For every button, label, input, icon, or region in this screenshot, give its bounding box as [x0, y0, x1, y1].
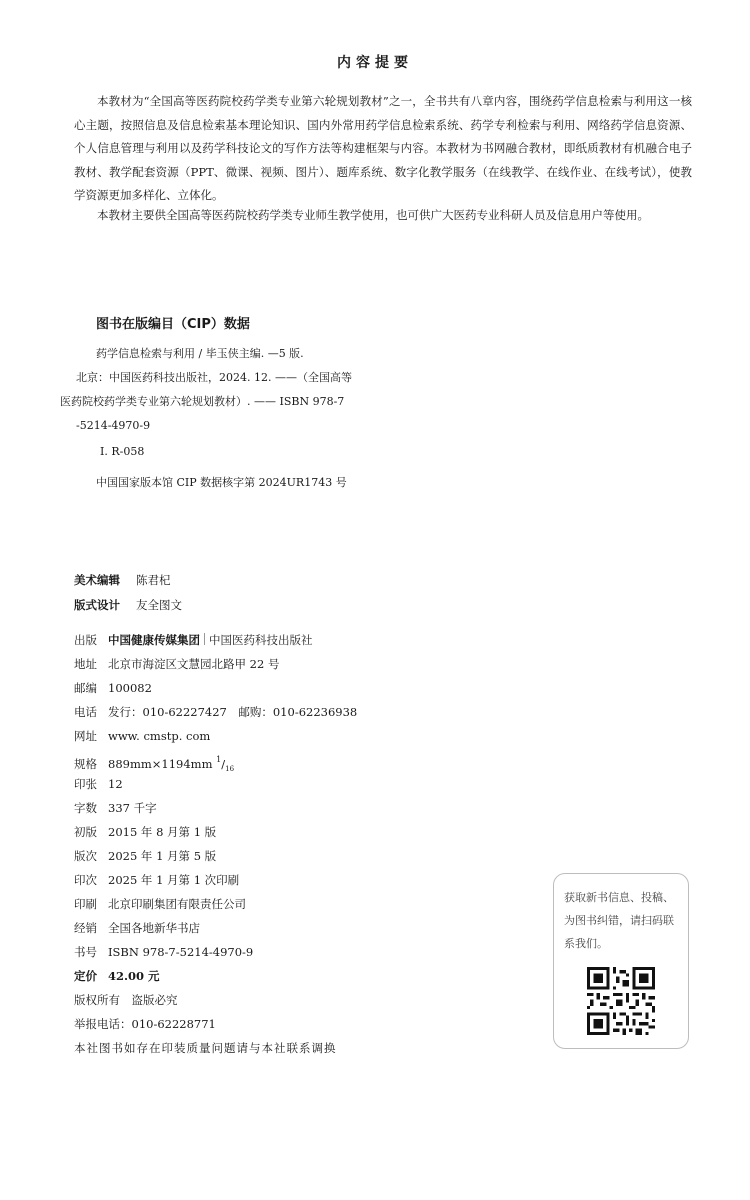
format-value: 889mm×1194mm — [108, 757, 213, 771]
format-numerator: 1 — [216, 755, 222, 764]
website-value: www. cmstp. com — [108, 729, 211, 743]
art-editor-value: 陈君杞 — [136, 573, 171, 587]
cip-line: 医药院校药学类专业第六轮规划教材）. —— ISBN 978-7 — [60, 395, 345, 408]
qr-panel-text: 获取新书信息、投稿、为图书纠错，请扫码联系我们。 — [564, 891, 674, 950]
printer-row — [74, 894, 246, 918]
summary-paragraph-2: 本教材主要供全国高等医药院校药学类专业师生教学使用，也可供广大医药专业科研人员及信息用户等使用。 — [97, 208, 649, 222]
printer-label: 印刷 — [74, 897, 97, 911]
postcode-row — [74, 678, 152, 702]
website-row — [74, 726, 210, 750]
first-edition-row — [74, 822, 216, 846]
quality-note: 本社图书如存在印装质量问题请与本社联系调换 — [74, 1041, 337, 1055]
cip-classification: Ⅰ. R-058 — [100, 445, 145, 458]
layout-designer — [74, 597, 182, 613]
cip-heading: 图书在版编目（CIP）数据 — [96, 317, 250, 332]
phone-row — [74, 702, 357, 726]
sheets-label: 印张 — [74, 777, 97, 791]
price-row — [74, 966, 160, 990]
distributor-value: 全国各地新华书店 — [108, 921, 200, 935]
price-value: 42.00 元 — [108, 969, 160, 983]
address-row — [74, 654, 279, 678]
words-row — [74, 798, 157, 822]
edition-value: 2025 年 1 月第 5 版 — [108, 849, 217, 863]
address-label: 地址 — [74, 657, 97, 671]
layout-designer-label: 版式设计 — [74, 598, 120, 612]
isbn-label: 书号 — [74, 945, 97, 959]
postcode-label: 邮编 — [74, 681, 97, 695]
layout-designer-value: 友全图文 — [136, 598, 182, 612]
phone-label: 电话 — [74, 705, 97, 719]
postcode-value: 100082 — [108, 681, 152, 695]
art-editor — [74, 572, 171, 588]
cip-line: 北京：中国医药科技出版社，2024. 12. ——（全国高等 — [76, 371, 352, 384]
art-editor-label: 美术编辑 — [74, 573, 120, 587]
words-value: 337 千字 — [108, 801, 157, 815]
price-label: 定价 — [74, 969, 97, 983]
publisher-name: 中国医药科技出版社 — [209, 633, 313, 647]
copyright-notice: 版权所有 盗版必究 — [74, 993, 178, 1007]
impression-row — [74, 870, 239, 894]
sheets-value: 12 — [108, 777, 123, 791]
impression-label: 印次 — [74, 873, 97, 887]
format-row: 规格 889mm×1194mm $^1/_{16}$ — [74, 755, 235, 773]
cip-record — [60, 342, 360, 438]
first-edition-label: 初版 — [74, 825, 97, 839]
cip-record-number: 中国国家版本馆 CIP 数据核字第 2024UR1743 号 — [96, 476, 347, 489]
distributor-row — [74, 918, 200, 942]
format-denominator: 16 — [225, 765, 235, 773]
first-edition-value: 2015 年 8 月第 1 版 — [108, 825, 217, 839]
isbn-value: ISBN 978-7-5214-4970-9 — [108, 945, 254, 959]
publisher-label: 出版 — [74, 633, 97, 647]
format-label: 规格 — [74, 757, 97, 771]
divider — [204, 633, 205, 645]
publisher-group: 中国健康传媒集团 — [108, 633, 200, 647]
impression-value: 2025 年 1 月第 1 次印刷 — [108, 873, 240, 887]
cip-line: -5214-4970-9 — [76, 419, 151, 432]
sheets-row — [74, 774, 123, 798]
summary-title: 内容提要 — [337, 55, 413, 71]
address-value: 北京市海淀区文慧园北路甲 22 号 — [108, 657, 280, 671]
qr-panel — [553, 873, 689, 1049]
printer-value: 北京印刷集团有限责任公司 — [108, 897, 246, 911]
edition-label: 版次 — [74, 849, 97, 863]
cip-line: 药学信息检索与利用 / 毕玉侠主编. —5 版. — [96, 347, 304, 360]
words-label: 字数 — [74, 801, 97, 815]
report-phone: 举报电话：010-62228771 — [74, 1017, 216, 1031]
website-label: 网址 — [74, 729, 97, 743]
phone-value: 发行：010-62227427 邮购：010-62236938 — [108, 705, 358, 719]
qr-code-icon[interactable] — [587, 963, 655, 1039]
publisher-row — [74, 630, 313, 654]
isbn-row — [74, 942, 253, 966]
summary-paragraph-1: 本教材为“全国高等医药院校药学类专业第六轮规划教材”之一，全书共有八章内容，围绕药学信息检索与利用这一核心主题，按照信息及信息检索基本理论知识、国内外常用药学信息检索系统、药学专利检索与利用、网络药学信息资源、个人信息管理与利用以及药学科技论文的写作方法等构建框架与内容。本教材为书网融合教材，即纸质教材有机融合电子教材、教学配套资源（PPT、微课、视频、图片）、题库系统、数字化教学服务（在线教学、在线作业、在线考试），使教学资源更加多样化、立体化。 — [74, 94, 692, 202]
distributor-label: 经销 — [74, 921, 97, 935]
edition-row — [74, 846, 216, 870]
